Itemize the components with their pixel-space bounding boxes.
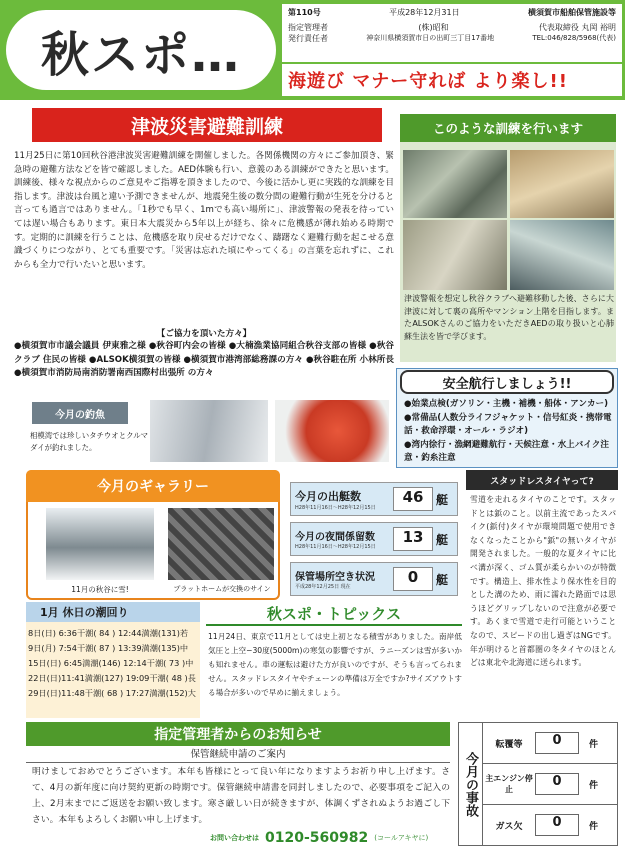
stat-night-moorings xyxy=(290,522,458,556)
drill-body: 11月25日に第10回秋谷港津波災害避難訓練を開催しました。各関係機関の方々にご参加頂き、緊急時の避難方法などを皆で確認しました。AED体験も行い、意義のある訓練ができたと思います。訓練後、様々な視点からのご意見やご指導を頂きましたので、今後に活かし更に実践的な訓練を目指します。津波は台風と違い予測できませんが、地震発生後の数分間の避難行動が生死を分けると言っても過言ではありません。「1秒でも早く、1mでも高い場所に」、津波警報の発表を待っていては遅い場合もあります。東日本大震災から5年以上が経ち、徐々に危機感が薄れ始める時期です。定期的に訓練を行うことは、危機感を取り戻せるだけでなく、躊躇なく避難行動を起こせる意識づくりにつながり、とても重要です。「災害は忘れた頃にやってくる」の言葉を忘れずに、これからも全力で行いたいと思います。 xyxy=(14,151,394,270)
notice-title: 指定管理者からのお知らせ xyxy=(26,722,450,746)
accident-unit: 件 xyxy=(589,821,599,832)
safety-list xyxy=(404,398,614,466)
stat-value: 46 xyxy=(393,487,433,511)
stat-value: 0 xyxy=(393,567,433,591)
fish-photo-kurumadai xyxy=(275,400,389,462)
topics-body: 11月24日、東京で11月としては史上初となる積雪がありました。南岸低気圧と上空−30度(5000m)の寒気の影響ですが、ラニーズンは雪が多いかも知れません。車の運転は避けた方が良いのですが、そうも言ってられません。スタッドレスタイヤやチェーンの準備は万全ですか?サイズアウトする場合が多いので早めに揃えましょう。 xyxy=(208,632,462,697)
tide-row: 15日(日) 6:45満潮(146) 12:14干潮( 73 )中 xyxy=(28,658,194,668)
tide-row: 29日(日)11:48干潮( 68 ) 17:27満潮(152)大 xyxy=(28,688,196,698)
contact-line xyxy=(210,830,450,846)
manager-label: 指定管理者 xyxy=(288,23,328,32)
stat-label: 保管場所空き状況 xyxy=(295,572,375,583)
topics-title: 秋スポ・トピックス xyxy=(206,602,462,626)
issue-number: 第110号 xyxy=(288,8,321,17)
stat-departures xyxy=(290,482,458,516)
tide-row: 9日(月) 7:54干潮( 87 ) 13:39満潮(135)中 xyxy=(28,643,189,653)
stat-storage-vacancy xyxy=(290,562,458,596)
training-caption: 津波警報を想定し秋谷クラブへ避難移動した後、さらに大津波に対して裏の高所やマンション上階を目指します。またALSOKさんのご協力をいただきAEDの取り扱いと心肺蘇生法を皆で学びます。 xyxy=(404,294,614,341)
stat-unit: 艇 xyxy=(436,492,449,507)
stat-label: 今月の出艇数 xyxy=(295,489,361,503)
fish-photo-tachiuo xyxy=(150,400,268,462)
studless-title: スタッドレスタイヤって? xyxy=(466,470,618,490)
stat-label: 今月の夜間係留数 xyxy=(295,532,375,543)
training-photo-1 xyxy=(403,150,507,218)
fish-title: 今月の釣魚 xyxy=(32,402,128,424)
address: 神奈川県横須賀市日の出町三丁目17番地 xyxy=(366,34,495,42)
accident-label: ガス欠 xyxy=(495,821,523,832)
issue-date: 平成28年12月31日 xyxy=(389,8,460,17)
newsletter-logo: 秋スポ… xyxy=(6,10,276,90)
publisher-label: 発行責任者 xyxy=(288,34,328,43)
stat-unit: 艇 xyxy=(436,532,449,547)
manager-name: (株)昭和 xyxy=(418,23,449,32)
training-title: このような訓練を行います xyxy=(400,114,616,142)
accident-value: 0 xyxy=(535,732,579,754)
representative: 代表取締役 丸岡 裕明 xyxy=(538,23,616,32)
accident-value: 0 xyxy=(535,814,579,836)
accidents-title: 今月の事故 xyxy=(459,723,483,845)
safety-item: ●始業点検(ガソリン・主機・補機・船体・アンカー) xyxy=(404,399,609,409)
coop-title: 【ご協力を頂いた方々】 xyxy=(156,329,252,339)
stat-period: H28年11月16日〜H28年12月15日 xyxy=(295,544,376,550)
gallery-photo-tire xyxy=(168,508,274,580)
accidents-panel xyxy=(458,722,618,846)
safety-title: 安全航行しましょう!! xyxy=(400,370,614,394)
accident-row xyxy=(483,805,617,845)
accident-value: 0 xyxy=(535,773,579,795)
safety-item: ●常備品(人数分ライフジャケット・信号紅炎・携帯電話・救命浮環・オール・ラジオ) xyxy=(404,412,612,436)
notice-body: 明けましておめでとうございます。本年も皆様にとって良い年になりますようお祈り申し上げます。さて、4月の新年度に向け契約更新の時期です。保管継続申請書を同封しましたので、必要事項をご記入の上、2月末までにご返送をお願い致します。寒さ厳しい日が続きますが、体調くずされぬようお過ごし下さい。本年もよろしくお願い申し上げます。 xyxy=(32,767,450,825)
studless-body: 雪道を走れるタイヤのことです。スタッドとは鋲のこと。以前主流であったスパイク(鋲付)タイヤが環境問題で使用できなくなったことから"鋲"の無いタイヤが開発されました。一般的な夏タイヤに比べ溝が深く、ゴム質が柔らかいのが特徴です。構造上、排水性より保水性を目的とした溝のため、雨に濡れた路面では思うほどグリップしないので注意が必要です。あくまで雪道で走行可能ということなので、スピードの出し過ぎはNGです。年が明けると首都圏の冬タイヤのほとんどは東北や北海道に送られます。 xyxy=(470,495,616,668)
stat-unit: 艇 xyxy=(436,572,449,587)
facility-name: 横須賀市船舶保管施設等 xyxy=(528,8,616,17)
notice-subtitle: 保管継続申請のご案内 xyxy=(26,746,450,763)
tide-row: 8日(日) 6:36干潮( 84 ) 12:44満潮(131)若 xyxy=(28,628,189,638)
drill-title: 津波災害避難訓練 xyxy=(32,108,382,142)
accident-label: 主エンジン停止 xyxy=(485,774,533,794)
coop-list: ●横須賀市市議会議員 伊東雅之様 ●秋谷町内会の皆様 ●大楠漁業協同組合秋谷支部の皆様 ●秋谷クラブ 住民の皆様 ●ALSOK横須賀の皆様 ●横須賀市港湾部総務課の方々 ●秋谷駐在所 小林所長 ●横須賀市消防局南消防署南西国際村出張所 の方々 xyxy=(14,341,394,379)
tide-title: 1月 休日の潮回り xyxy=(26,602,200,622)
tide-table xyxy=(26,622,200,718)
stat-period: 平成28年12月25日 現在 xyxy=(295,584,351,590)
issue-info xyxy=(282,4,622,62)
accident-row xyxy=(483,723,617,764)
stat-value: 13 xyxy=(393,527,433,551)
contact-label: お問い合わせは xyxy=(210,834,259,842)
contact-note: (コールアキヤに) xyxy=(374,834,429,842)
gallery-caption-snow: 11月の秋谷に雪! xyxy=(71,585,129,594)
training-photo-2 xyxy=(510,150,614,218)
safety-item: ●湾内徐行・漁網避難航行・天候注意・水上バイク注意・釣糸注意 xyxy=(404,439,609,463)
slogan: 海遊び マナー守れば より楽し!! xyxy=(282,64,622,96)
training-photo-4 xyxy=(510,220,614,290)
tide-row: 22日(日)11:41満潮(127) 19:09干潮( 48 )長 xyxy=(28,673,196,683)
stat-period: H28年11月16日〜H28年12月15日 xyxy=(295,504,376,511)
training-photo-3 xyxy=(403,220,507,290)
telephone: TEL:046/828/5968(代表) xyxy=(532,34,616,42)
fish-text: 相模湾では珍しいタチウオとクルマダイが釣れました。 xyxy=(30,431,149,452)
gallery-caption-tire: プラットホームが交換のサイン xyxy=(173,585,271,593)
accident-label: 転覆等 xyxy=(495,739,523,750)
gallery-photo-snow xyxy=(46,508,154,580)
accident-unit: 件 xyxy=(589,739,599,750)
accident-unit: 件 xyxy=(589,780,599,791)
accident-row xyxy=(483,764,617,805)
contact-number[interactable]: 0120-560982 xyxy=(265,830,369,846)
gallery-title: 今月のギャラリー xyxy=(26,470,280,502)
